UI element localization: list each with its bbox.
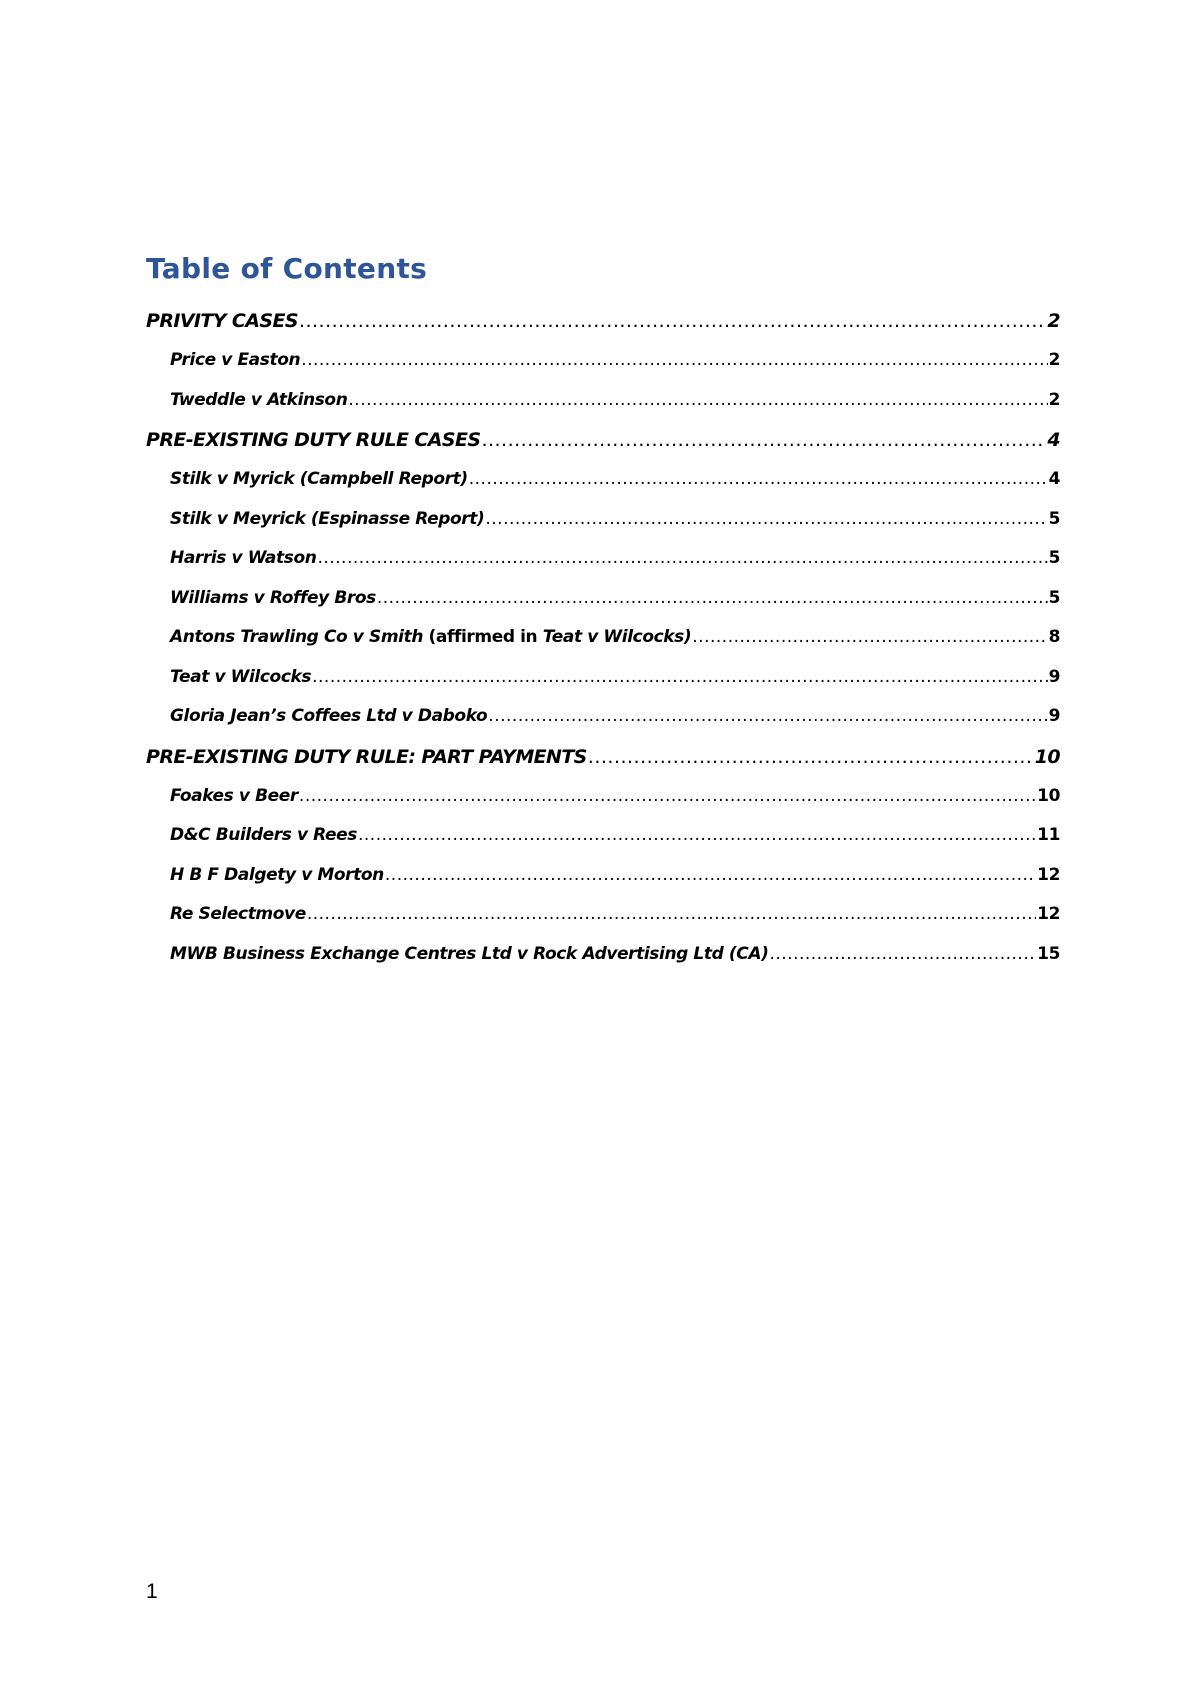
toc-entry-page: 9 bbox=[1048, 666, 1060, 687]
toc-entry-mwb-v-rock-advertising[interactable] bbox=[146, 944, 1060, 984]
dot-leader bbox=[588, 746, 1034, 768]
dot-leader bbox=[301, 350, 1047, 370]
toc-entry-label: PRE-EXISTING DUTY RULE: PART PAYMENTS bbox=[146, 745, 587, 768]
toc-entry-page: 12 bbox=[1037, 904, 1060, 924]
toc-entry-page: 5 bbox=[1048, 587, 1060, 608]
dot-leader bbox=[377, 588, 1048, 608]
toc-entry-part-payments[interactable] bbox=[146, 746, 1060, 786]
dot-leader bbox=[348, 390, 1047, 410]
toc-entry-label: D&C Builders v Rees bbox=[170, 825, 357, 845]
toc-entry-hbf-dalgety-v-morton[interactable] bbox=[146, 865, 1060, 905]
dot-leader bbox=[692, 627, 1047, 647]
toc-list bbox=[146, 310, 1060, 983]
dot-leader bbox=[358, 825, 1036, 845]
toc-entry-label bbox=[170, 627, 691, 647]
toc-entry-label: Gloria Jean’s Coffees Ltd v Daboko bbox=[170, 706, 488, 726]
toc-entry-antons-trawling-v-smith[interactable] bbox=[146, 627, 1060, 667]
toc-entry-page: 4 bbox=[1048, 469, 1060, 489]
toc-entry-label: H B F Dalgety v Morton bbox=[170, 864, 384, 885]
toc-entry-page: 9 bbox=[1048, 706, 1060, 726]
toc-entry-page: 4 bbox=[1047, 429, 1060, 451]
toc-entry-gloria-jeans-v-daboko[interactable] bbox=[146, 706, 1060, 746]
dot-leader bbox=[317, 548, 1047, 568]
toc-entry-label: Williams v Roffey Bros bbox=[170, 587, 376, 608]
toc-entry-label: MWB Business Exchange Centres Ltd v Rock Advertising Ltd (CA) bbox=[170, 943, 769, 964]
toc-entry-label: Foakes v Beer bbox=[170, 785, 298, 806]
toc-entry-label-case: Antons Trawling Co v Smith bbox=[170, 627, 424, 647]
dot-leader bbox=[312, 667, 1047, 687]
toc-entry-tweddle-v-atkinson[interactable] bbox=[146, 390, 1060, 430]
toc-entry-pre-existing-duty-rule-cases[interactable] bbox=[146, 429, 1060, 469]
toc-entry-privity-cases[interactable] bbox=[146, 310, 1060, 350]
toc-entry-label: Teat v Wilcocks bbox=[170, 666, 312, 687]
toc-entry-page: 12 bbox=[1037, 864, 1060, 885]
toc-entry-page: 5 bbox=[1048, 508, 1060, 529]
toc-entry-label: PRE-EXISTING DUTY RULE CASES bbox=[146, 429, 481, 451]
toc-entry-label: Price v Easton bbox=[170, 350, 301, 370]
toc-entry-page: 10 bbox=[1034, 745, 1060, 768]
toc-entry-page: 10 bbox=[1037, 785, 1060, 806]
toc-entry-williams-v-roffey-bros[interactable] bbox=[146, 588, 1060, 628]
page-number: 1 bbox=[146, 1580, 158, 1603]
toc-entry-label: Harris v Watson bbox=[170, 548, 317, 568]
toc-entry-page: 2 bbox=[1048, 389, 1060, 410]
dot-leader bbox=[299, 786, 1036, 806]
dot-leader bbox=[481, 429, 1046, 451]
toc-entry-dc-builders-v-rees[interactable] bbox=[146, 825, 1060, 865]
toc-entry-label: Re Selectmove bbox=[170, 904, 306, 924]
toc-entry-page: 11 bbox=[1037, 825, 1060, 845]
toc-title: Table of Contents bbox=[146, 252, 428, 285]
dot-leader bbox=[307, 904, 1036, 924]
toc-entry-harris-v-watson[interactable] bbox=[146, 548, 1060, 588]
dot-leader bbox=[769, 944, 1036, 964]
dot-leader bbox=[299, 310, 1046, 332]
dot-leader bbox=[469, 469, 1048, 489]
toc-entry-price-v-easton[interactable] bbox=[146, 350, 1060, 390]
toc-entry-label: PRIVITY CASES bbox=[146, 310, 298, 332]
toc-entry-label-note: (affirmed in bbox=[423, 627, 543, 647]
toc-entry-page: 8 bbox=[1048, 627, 1060, 647]
toc-entry-page: 5 bbox=[1048, 548, 1060, 568]
dot-leader bbox=[488, 706, 1047, 726]
dot-leader bbox=[485, 509, 1047, 529]
toc-entry-label: Tweddle v Atkinson bbox=[170, 389, 348, 410]
toc-entry-stilk-v-meyrick-espinasse[interactable] bbox=[146, 509, 1060, 549]
toc-entry-foakes-v-beer[interactable] bbox=[146, 786, 1060, 826]
toc-entry-re-selectmove[interactable] bbox=[146, 904, 1060, 944]
toc-entry-page: 15 bbox=[1037, 943, 1060, 964]
toc-entry-label: Stilk v Meyrick (Espinasse Report) bbox=[170, 508, 485, 529]
toc-entry-page: 2 bbox=[1047, 310, 1060, 332]
toc-entry-page: 2 bbox=[1048, 350, 1060, 370]
toc-entry-teat-v-wilcocks[interactable] bbox=[146, 667, 1060, 707]
toc-entry-stilk-v-myrick-campbell[interactable] bbox=[146, 469, 1060, 509]
toc-entry-label-case: Teat v Wilcocks) bbox=[542, 627, 692, 647]
dot-leader bbox=[385, 865, 1036, 885]
toc-entry-label: Stilk v Myrick (Campbell Report) bbox=[170, 469, 468, 489]
